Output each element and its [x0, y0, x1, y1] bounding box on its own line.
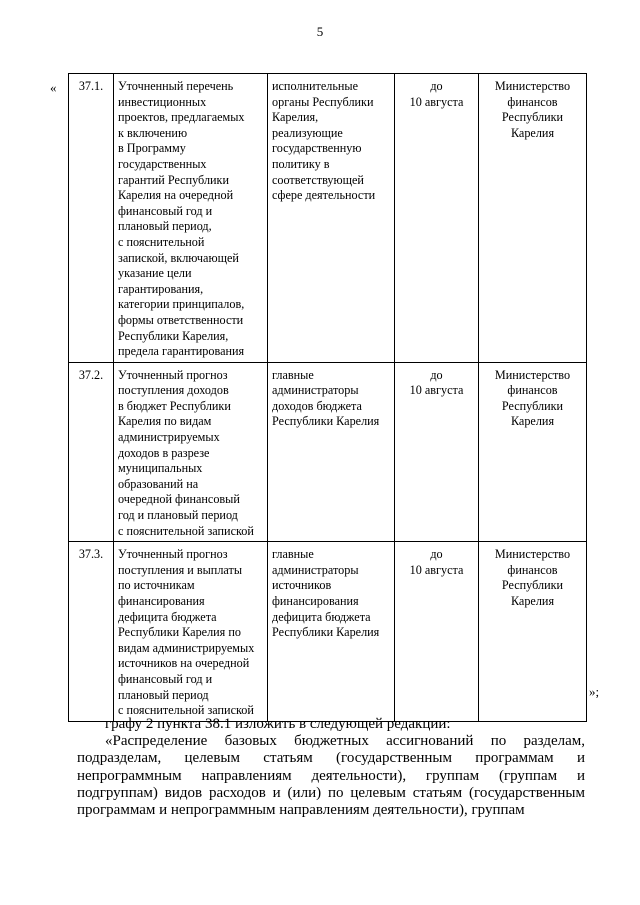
cell-line: доходов бюджета [272, 398, 362, 413]
cell-line: политику в [272, 156, 330, 171]
cell-line: указание цели [118, 266, 192, 281]
cell-line: Республики Карелия, [118, 328, 229, 343]
cell-line: гарантирования, [118, 281, 204, 296]
cell-line: с пояснительной [118, 234, 205, 249]
recipient-cell [479, 542, 587, 722]
cell-line: финансов [507, 383, 558, 398]
cell-line: формы ответственности [118, 312, 244, 327]
cell-line: плановый период [118, 687, 209, 702]
amendment-quote: «Распределение базовых бюджетных ассигнований по разделам, подразделам, целевым статьям (государственным программам и непрограммным направлениям деятельности), группам (группам и подгруппам) видов расходов и (или) по целевым статьям (государственным программам и непрограммным направлениям деятельности), группам [77, 733, 585, 819]
cell-line: видам администрируемых [118, 640, 255, 655]
cell-line: администраторы [272, 383, 359, 398]
document-name-cell [114, 542, 268, 722]
row-number-cell: 37.1. [69, 74, 114, 363]
cell-line: источников [272, 578, 332, 593]
cell-line: год и плановый период [118, 508, 238, 523]
table-row [69, 542, 587, 722]
cell-line: в Программу [118, 141, 186, 156]
cell-line: государственную [272, 141, 362, 156]
executor-cell [268, 542, 395, 722]
amendment-intro: графу 2 пункта 38.1 изложить в следующей редакции: [105, 716, 451, 732]
deadline-cell [395, 542, 479, 722]
cell-line: Республики Карелия [272, 625, 380, 640]
cell-line: 10 августа [409, 94, 464, 109]
cell-line: Уточненный прогноз [118, 367, 228, 382]
cell-line: Карелия [510, 414, 555, 429]
cell-line: главные [272, 367, 314, 382]
cell-line: в бюджет Республики [118, 398, 231, 413]
recipient-cell [479, 362, 587, 542]
executor-cell [268, 74, 395, 363]
cell-line: органы Республики [272, 94, 374, 109]
cell-line: Карелия по видам [118, 414, 212, 429]
recipient-cell [479, 74, 587, 363]
cell-line: поступления и выплаты [118, 562, 243, 577]
cell-line: плановый период, [118, 219, 212, 234]
cell-line: реализующие [272, 125, 343, 140]
cell-line: финансирования [118, 594, 205, 608]
document-name-cell [114, 74, 268, 363]
cell-line: очередной финансовый [118, 492, 240, 507]
cell-line: до [430, 79, 443, 93]
cell-line: 10 августа [409, 383, 464, 398]
table-row [69, 362, 587, 542]
cell-line: доходов в разрезе [118, 445, 210, 460]
cell-line: Министерство [494, 79, 571, 93]
cell-line: финансовый год и [118, 203, 213, 218]
cell-line: Республики [501, 398, 564, 413]
cell-line: Министерство [494, 367, 571, 382]
cell-line: финансовый год и [118, 671, 213, 686]
cell-line: соответствующей [272, 172, 364, 187]
closing-quote-mark: »; [589, 684, 600, 699]
cell-line: Министерство [494, 547, 571, 562]
cell-line: главные [272, 547, 314, 562]
cell-line: гарантий Республики [118, 172, 229, 187]
cell-line: поступления доходов [118, 383, 229, 398]
executor-cell [268, 362, 395, 542]
cell-line: проектов, предлагаемых [118, 110, 245, 125]
cell-line: Республики [501, 110, 564, 125]
cell-line: сфере деятельности [272, 188, 376, 203]
page-number: 5 [316, 24, 324, 39]
cell-line: государственных [118, 156, 207, 171]
row-number-cell: 37.2. [69, 362, 114, 542]
amendment-text [77, 716, 585, 819]
table-row [69, 74, 587, 363]
cell-line: администраторы [272, 562, 359, 577]
opening-quote-mark: « [50, 80, 57, 95]
cell-line: дефицита бюджета [272, 609, 371, 624]
cell-line: с пояснительной запиской [118, 523, 254, 538]
deadline-cell [395, 362, 479, 542]
row-number-cell: 37.3. [69, 542, 114, 722]
cell-line: финансов [507, 94, 558, 109]
cell-line: Карелия [510, 125, 555, 140]
cell-line: Республики [501, 578, 564, 593]
cell-line: Карелия на очередной [118, 188, 234, 203]
cell-line: Уточненный перечень [118, 79, 234, 93]
cell-line: Карелия, [272, 110, 319, 125]
plan-table-body [69, 74, 587, 722]
cell-line: по источникам [118, 578, 195, 593]
cell-line: образований на [118, 476, 199, 491]
cell-line: Уточненный прогноз [118, 547, 228, 562]
cell-line: финансирования [272, 594, 359, 608]
deadline-cell [395, 74, 479, 363]
cell-line: предела гарантирования [118, 344, 245, 359]
cell-line: до [430, 547, 443, 562]
document-name-cell [114, 362, 268, 542]
cell-line: 10 августа [409, 562, 464, 577]
cell-line: дефицита бюджета [118, 609, 217, 624]
cell-line: муниципальных [118, 461, 203, 476]
cell-line: финансов [507, 562, 558, 577]
cell-line: исполнительные [272, 79, 359, 93]
cell-line: Республики Карелия по [118, 625, 241, 640]
cell-line: Карелия [510, 594, 555, 608]
cell-line: инвестиционных [118, 94, 207, 109]
cell-line: к включению [118, 125, 188, 140]
cell-line: Республики Карелия [272, 414, 380, 429]
cell-line: запиской, включающей [118, 250, 239, 265]
cell-line: администрируемых [118, 430, 220, 445]
cell-line: с пояснительной запиской [118, 703, 254, 718]
cell-line: источников на очередной [118, 656, 250, 671]
plan-table [68, 73, 587, 722]
cell-line: до [430, 367, 443, 382]
cell-line: категории принципалов, [118, 297, 245, 312]
